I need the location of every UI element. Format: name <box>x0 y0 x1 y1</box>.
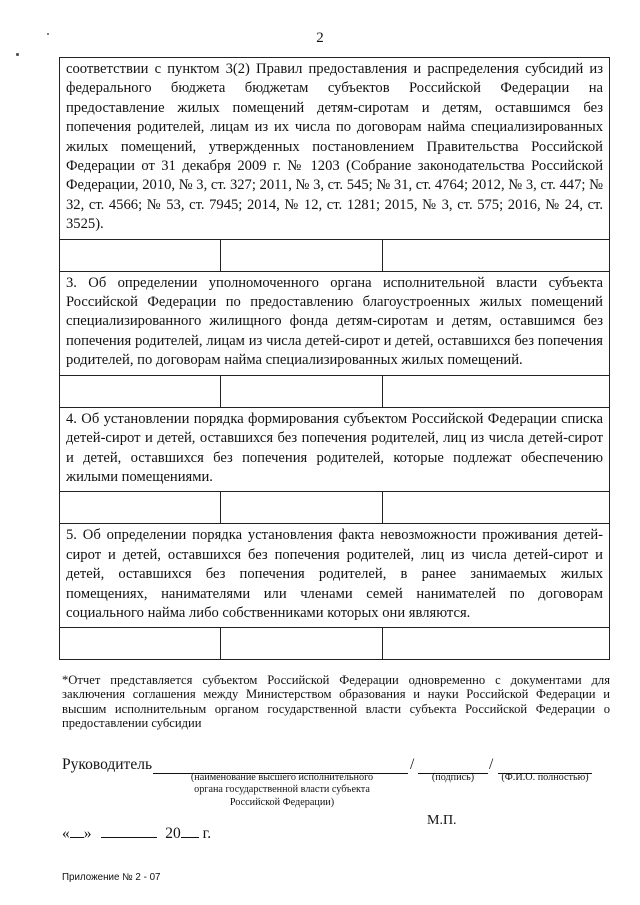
scan-speck <box>16 53 19 56</box>
signature-label: Руководитель <box>62 756 153 773</box>
text-row <box>60 407 610 492</box>
stamp-placeholder: М.П. <box>427 813 457 828</box>
year-suffix: г. <box>202 825 212 842</box>
answer-cell[interactable] <box>60 375 221 407</box>
org-caption: (наименование высшего исполнительного органа государственной власти субъекта Российской Федерации) <box>190 772 374 808</box>
date-line <box>62 825 211 843</box>
answer-cell[interactable] <box>383 239 610 271</box>
text-row <box>60 58 610 240</box>
row-text-5: 5. Об определении порядка установления факта невозможности проживания детей-сирот и детей, оставшихся без попечения родителей, лиц из числа детей-сирот и детей, оставшихся без попечения родителей, в ранее занимаемых жилых помещениях, нанимателями или членами семей нанимателей по договорам социального найма либо собственниками которых они являются. <box>60 524 610 628</box>
row-text-3: 3. Об определении уполномоченного органа исполнительной власти субъекта Российской Федерации по предоставлению благоустроенных жилых помещений специализированного жилищного фонда детям-сиротам и детям, оставшимся без попечения родителей, лицам из числа детей-сирот и детей, оставшихся без попечения родителей, по договорам найма специализированных жилых помещений. <box>60 271 610 375</box>
answer-cell[interactable] <box>221 628 383 660</box>
answer-cell[interactable] <box>383 375 610 407</box>
footnote: *Отчет представляется субъектом Российской Федерации одновременно с документами для заключения соглашения между Министерством образования и науки Российской Федерации и высшим исполнительным органом государственной власти субъекта Российской Федерации о предоставлении субсидии <box>62 673 610 731</box>
answer-row <box>60 375 610 407</box>
answer-cell[interactable] <box>383 628 610 660</box>
answer-row <box>60 239 610 271</box>
page-number: 2 <box>316 30 324 46</box>
day-blank[interactable] <box>70 825 84 838</box>
year-prefix: 20 <box>165 825 181 842</box>
answer-row <box>60 628 610 660</box>
month-blank[interactable] <box>101 825 157 838</box>
text-row <box>60 271 610 375</box>
text-row <box>60 524 610 628</box>
answer-cell[interactable] <box>60 628 221 660</box>
answer-cell[interactable] <box>60 492 221 524</box>
quote-close: » <box>83 825 92 842</box>
year-blank[interactable] <box>181 825 199 838</box>
answer-cell[interactable] <box>221 375 383 407</box>
row-text-4: 4. Об установлении порядка формирования субъектом Российской Федерации списка детей-сирот и детей, оставшихся без попечения родителей, лиц из числа детей-сирот и детей, оставшихся без попечения родителей, которые подлежат обеспечению жилыми помещениями. <box>60 407 610 492</box>
name-caption: (Ф.И.О. полностью) <box>501 772 589 783</box>
slash-separator: / <box>410 756 415 773</box>
answer-cell[interactable] <box>60 239 221 271</box>
report-table <box>59 57 610 660</box>
scan-speck <box>47 33 49 35</box>
appendix-label: Приложение № 2 - 07 <box>62 872 161 883</box>
answer-cell[interactable] <box>221 492 383 524</box>
answer-cell[interactable] <box>221 239 383 271</box>
signature-caption: (подпись) <box>431 772 475 783</box>
quote-open: « <box>62 825 70 842</box>
row-text-continuation: соответствии с пунктом 3(2) Правил предоставления и распределения субсидий из федерального бюджета бюджетам субъектов Российской Федерации на предоставление жилых помещений детям-сиротам и детям, оставшимся без попечения родителей, лицам из их числа по договорам найма специализированных жилых помещений, утвержденных постановлением Правительства Российской Федерации от 31 декабря 2009 г. № 1203 (Собрание законодательства Российской Федерации, 2010, № 3, ст. 327; 2011, № 3, ст. 545; № 31, ст. 4764; 2012, № 3, ст. 447; № 32, ст. 4566; № 53, ст. 7945; 2014, № 12, ст. 1281; 2015, № 3, ст. 575; 2016, № 24, ст. 3525). <box>60 58 610 240</box>
answer-cell[interactable] <box>383 492 610 524</box>
answer-row <box>60 492 610 524</box>
slash-separator: / <box>489 756 494 773</box>
